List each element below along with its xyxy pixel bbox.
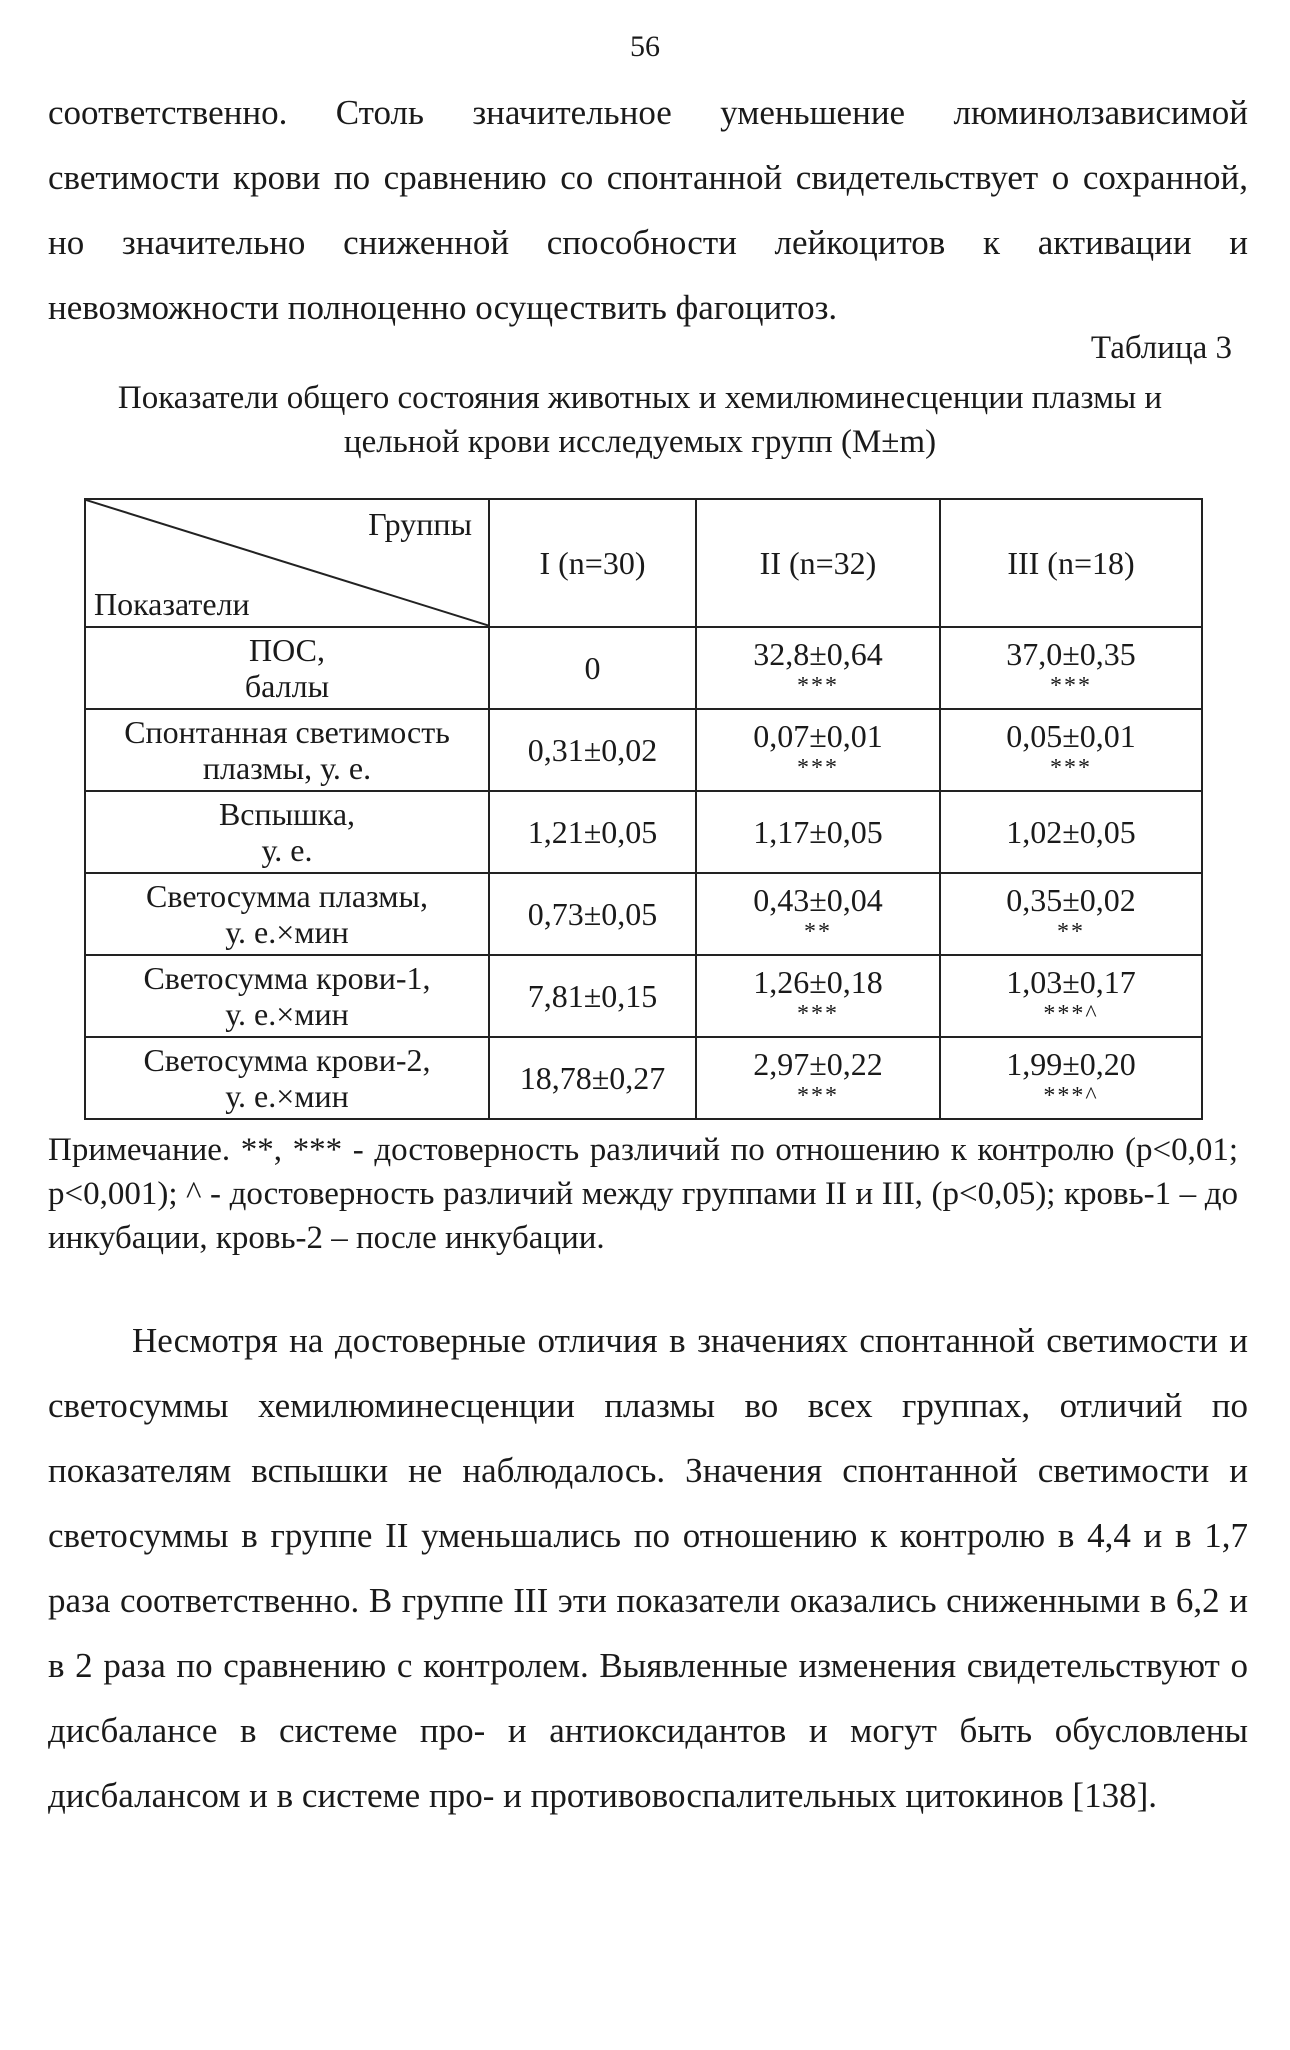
cell-value: 1,03±0,17 xyxy=(1006,964,1136,1000)
row-label-cell xyxy=(85,873,489,955)
value-cell xyxy=(696,955,940,1037)
cell-value: 0 xyxy=(584,650,601,686)
table-label: Таблица 3 xyxy=(1090,330,1232,366)
row-label-line-1: Светосумма крови-1, xyxy=(143,960,431,996)
row-label-line-1: Светосумма крови-2, xyxy=(143,1042,431,1078)
table-caption-line-1: Показатели общего состояния животных и хемилюминесценции плазмы и xyxy=(117,380,1163,416)
table-row xyxy=(85,627,1202,709)
row-label-line-1: Светосумма плазмы, xyxy=(146,878,428,914)
value-cell xyxy=(696,1037,940,1119)
significance-mark: *** xyxy=(1050,673,1092,699)
table-caption xyxy=(40,376,1240,464)
table-row xyxy=(85,791,1202,873)
cell-value: 2,97±0,22 xyxy=(753,1046,883,1082)
significance-mark: *** xyxy=(797,673,839,699)
body-paragraph-block xyxy=(48,1308,1248,1828)
value-cell xyxy=(940,709,1202,791)
value-cell xyxy=(489,1037,696,1119)
value-cell xyxy=(696,791,940,873)
row-label-cell xyxy=(85,627,489,709)
value-cell xyxy=(696,873,940,955)
row-label-cell xyxy=(85,791,489,873)
value-cell xyxy=(696,627,940,709)
cell-value: 18,78±0,27 xyxy=(519,1060,666,1096)
row-label-line-2: у. е.×мин xyxy=(225,1078,349,1114)
significance-mark: *** xyxy=(797,1001,839,1027)
value-cell xyxy=(489,709,696,791)
corner-label-indicators: Показатели xyxy=(94,586,250,622)
cell-value: 0,43±0,04 xyxy=(753,882,883,918)
significance-mark: ***^ xyxy=(1043,1001,1099,1027)
cell-value: 0,05±0,01 xyxy=(1006,718,1136,754)
row-label-line-1: ПОС, xyxy=(249,632,325,668)
row-label-line-2: у. е.×мин xyxy=(225,996,349,1032)
corner-label-groups: Группы xyxy=(368,506,472,542)
value-cell xyxy=(940,627,1202,709)
significance-mark: *** xyxy=(797,755,839,781)
row-label-line-2: у. е. xyxy=(261,832,313,868)
table-row xyxy=(85,873,1202,955)
value-cell xyxy=(489,791,696,873)
page-number: 56 xyxy=(630,30,660,63)
row-label-line-2: баллы xyxy=(244,668,330,704)
row-label-line-2: у. е.×мин xyxy=(225,914,349,950)
significance-mark: *** xyxy=(1050,755,1092,781)
significance-mark: ** xyxy=(1057,919,1085,945)
cell-value: 0,31±0,02 xyxy=(527,732,658,768)
value-cell xyxy=(940,791,1202,873)
row-label-line-1: Спонтанная светимость xyxy=(124,714,450,750)
cell-value: 32,8±0,64 xyxy=(753,636,883,672)
table-header-row xyxy=(85,499,1202,627)
row-label-line-2: плазмы, у. е. xyxy=(202,750,372,786)
table-corner-cell xyxy=(85,499,489,627)
cell-value: 1,99±0,20 xyxy=(1006,1046,1136,1082)
cell-value: 1,26±0,18 xyxy=(753,964,883,1000)
table-row xyxy=(85,1037,1202,1119)
row-label-cell xyxy=(85,955,489,1037)
column-header-group-3: III (n=18) xyxy=(940,499,1202,627)
value-cell xyxy=(696,709,940,791)
intro-paragraph-block xyxy=(48,80,1248,340)
data-table xyxy=(84,498,1203,1120)
cell-value: 1,02±0,05 xyxy=(1006,814,1136,850)
value-cell xyxy=(940,1037,1202,1119)
body-paragraph: Несмотря на достоверные отличия в значениях спонтанной светимости и светосуммы хемилюминесценции плазмы во всех группах, отличий по показателям вспышки не наблюдалось. Значения спонтанной светимости и светосуммы в группе II уменьшались по отношению к контролю в 4,4 и в 1,7 раза соответственно. В группе III эти показатели оказались сниженными в 6,2 и в 2 раза по сравнению с контролем. Выявленные изменения свидетельствуют о дисбалансе в системе про- и антиоксидантов и могут быть обусловлены дисбалансом и в системе про- и противовоспалительных цитокинов [138]. xyxy=(48,1321,1248,1815)
value-cell xyxy=(940,873,1202,955)
cell-value: 0,35±0,02 xyxy=(1006,882,1136,918)
row-label-cell xyxy=(85,709,489,791)
significance-mark: ***^ xyxy=(1043,1083,1099,1109)
value-cell xyxy=(489,955,696,1037)
significance-mark: *** xyxy=(797,1083,839,1109)
cell-value: 37,0±0,35 xyxy=(1006,636,1136,672)
cell-value: 1,17±0,05 xyxy=(753,814,883,850)
table-row xyxy=(85,709,1202,791)
value-cell xyxy=(489,873,696,955)
column-header-group-1: I (n=30) xyxy=(489,499,696,627)
significance-mark: ** xyxy=(804,919,832,945)
row-label-cell xyxy=(85,1037,489,1119)
cell-value: 1,21±0,05 xyxy=(527,814,658,850)
cell-value: 0,73±0,05 xyxy=(527,896,658,932)
cell-value: 7,81±0,15 xyxy=(527,978,658,1014)
cell-value: 0,07±0,01 xyxy=(753,718,883,754)
intro-paragraph: соответственно. Столь значительное уменьшение люминолзависимой светимости крови по сравнению со спонтанной свидетельствует о сохранной, но значительно сниженной способности лейкоцитов к активации и невозможности полноценно осуществить фагоцитоз. xyxy=(48,93,1248,327)
value-cell xyxy=(940,955,1202,1037)
column-header-group-2: II (n=32) xyxy=(696,499,940,627)
table-caption-line-2: цельной крови исследуемых групп (M±m) xyxy=(343,424,937,460)
row-label-line-1: Вспышка, xyxy=(218,796,356,832)
value-cell xyxy=(489,627,696,709)
table-row xyxy=(85,955,1202,1037)
table-note: Примечание. **, *** - достоверность различий по отношению к контролю (p<0,01; p<0,001); ^ - достоверность различий между группами II и III, (p<0,05); кровь-1 – до инкубации, кровь-2 – после инкубации. xyxy=(48,1132,1238,1256)
